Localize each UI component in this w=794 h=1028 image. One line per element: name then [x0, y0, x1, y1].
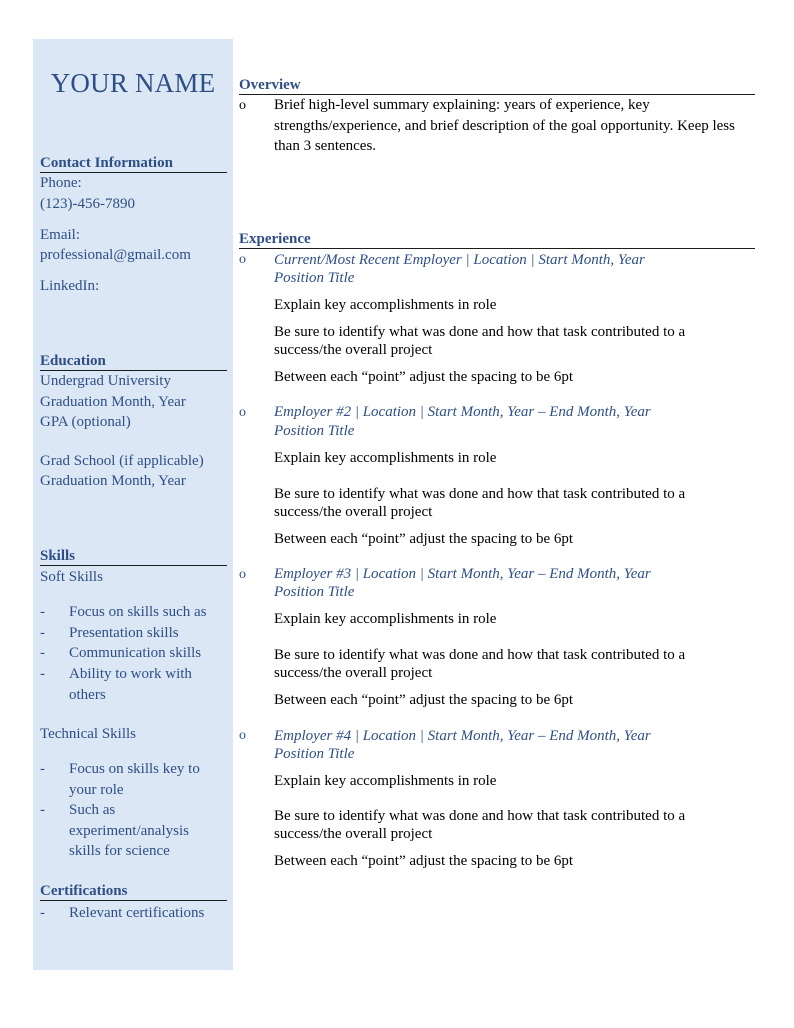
- soft-skill-item: Communication skills: [69, 645, 202, 661]
- list-dash: -: [40, 761, 45, 777]
- overview-heading: Overview: [239, 76, 755, 95]
- job-point: Between each “point” adjust the spacing to be 6pt: [274, 369, 574, 385]
- list-dash: -: [40, 905, 45, 921]
- job-position: Position Title: [274, 423, 355, 439]
- bullet-icon: o: [239, 728, 246, 743]
- gpa: GPA (optional): [40, 414, 131, 430]
- job-point: Between each “point” adjust the spacing to be 6pt: [274, 853, 574, 869]
- job-position: Position Title: [274, 270, 355, 286]
- experience-heading: Experience: [239, 230, 755, 249]
- soft-skill-item: Focus on skills such as: [69, 604, 207, 620]
- soft-skills-label: Soft Skills: [40, 569, 103, 585]
- bullet-icon: o: [239, 405, 246, 420]
- job-point: Be sure to identify what was done and how that task contributed to a success/the overall project: [274, 647, 686, 681]
- job-point: Explain key accomplishments in role: [274, 773, 497, 789]
- job-point: Between each “point” adjust the spacing to be 6pt: [274, 531, 574, 547]
- job-point: Explain key accomplishments in role: [274, 611, 497, 627]
- soft-skill-item: Presentation skills: [69, 625, 179, 641]
- list-dash: -: [40, 604, 45, 620]
- overview-summary: Brief high-level summary explaining: years of experience, key strengths/experience, and brief description of the goal opportunity. Keep less than 3 sentences.: [274, 97, 735, 155]
- education-heading: Education: [40, 352, 227, 371]
- bullet-icon: o: [239, 98, 246, 113]
- linkedin-label: LinkedIn:: [40, 278, 100, 294]
- job-employer-line: Employer #2 | Location | Start Month, Year – End Month, Year: [274, 404, 651, 420]
- bullet-icon: o: [239, 252, 246, 267]
- job-employer-line: Employer #4 | Location | Start Month, Year – End Month, Year: [274, 728, 651, 744]
- bullet-icon: o: [239, 567, 246, 582]
- job-employer-line: Employer #3 | Location | Start Month, Year – End Month, Year: [274, 566, 651, 582]
- list-dash: -: [40, 802, 45, 818]
- grad-date: Graduation Month, Year: [40, 473, 186, 489]
- list-dash: -: [40, 645, 45, 661]
- certification-item: Relevant certifications: [69, 905, 205, 921]
- technical-skill-item: Such as experiment/analysis skills for science: [69, 802, 189, 860]
- job-point: Between each “point” adjust the spacing to be 6pt: [274, 692, 574, 708]
- job-point: Be sure to identify what was done and how that task contributed to a success/the overall project: [274, 486, 686, 520]
- contact-heading: Contact Information: [40, 154, 227, 173]
- technical-skill-item: Focus on skills key to your role: [69, 761, 200, 798]
- job-position: Position Title: [274, 746, 355, 762]
- skills-heading: Skills: [40, 547, 227, 566]
- undergrad-date: Graduation Month, Year: [40, 394, 186, 410]
- email-value: professional@gmail.com: [40, 247, 191, 263]
- phone-label: Phone:: [40, 175, 82, 191]
- job-point: Be sure to identify what was done and how that task contributed to a success/the overall project: [274, 324, 686, 358]
- job-point: Explain key accomplishments in role: [274, 297, 497, 313]
- candidate-name: YOUR NAME: [50, 68, 216, 98]
- job-position: Position Title: [274, 584, 355, 600]
- certifications-heading: Certifications: [40, 882, 227, 901]
- job-point: Be sure to identify what was done and how that task contributed to a success/the overall project: [274, 808, 686, 842]
- job-point: Explain key accomplishments in role: [274, 450, 497, 466]
- list-dash: -: [40, 625, 45, 641]
- phone-value: (123)-456-7890: [40, 196, 135, 212]
- grad-school: Grad School (if applicable): [40, 453, 204, 469]
- email-label: Email:: [40, 227, 80, 243]
- soft-skill-item: Ability to work with others: [69, 666, 192, 703]
- list-dash: -: [40, 666, 45, 682]
- job-employer-line: Current/Most Recent Employer | Location | Start Month, Year: [274, 252, 645, 268]
- undergrad-school: Undergrad University: [40, 373, 171, 389]
- technical-skills-label: Technical Skills: [40, 726, 137, 742]
